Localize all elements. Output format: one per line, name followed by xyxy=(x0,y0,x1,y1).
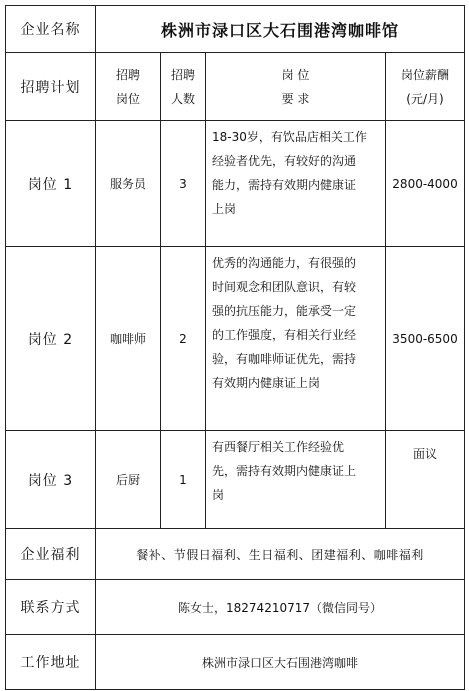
recruit-header-row xyxy=(6,53,465,121)
position-row-1 xyxy=(6,121,465,247)
header-requirements: 岗 位 要 求 xyxy=(206,53,386,121)
position-requirements: 有西餐厅相关工作经验优 先，需持有效期内健康证上 岗 xyxy=(206,431,386,529)
welfare-value: 餐补、节假日福利、生日福利、团建福利、咖啡福利 xyxy=(96,529,465,580)
address-label: 工作地址 xyxy=(6,635,96,690)
welfare-label: 企业福利 xyxy=(6,529,96,580)
position-salary: 2800-4000 xyxy=(386,121,465,247)
position-row-2 xyxy=(6,247,465,431)
position-label: 岗位 2 xyxy=(6,247,96,431)
header-position: 招聘 岗位 xyxy=(96,53,161,121)
recruitment-table xyxy=(5,5,465,690)
company-name: 株洲市渌口区大石围港湾咖啡馆 xyxy=(96,6,465,53)
recruit-label: 招聘计划 xyxy=(6,53,96,121)
header-count: 招聘 人数 xyxy=(161,53,206,121)
position-requirements: 18-30岁，有饮品店相关工作 经验者优先，有较好的沟通 能力，需持有效期内健康证 上岗 xyxy=(206,121,386,247)
position-count: 3 xyxy=(161,121,206,247)
position-salary: 3500-6500 xyxy=(386,247,465,431)
position-label: 岗位 1 xyxy=(6,121,96,247)
company-row xyxy=(6,6,465,53)
contact-value: 陈女士，18274210717（微信同号） xyxy=(96,580,465,635)
welfare-row xyxy=(6,529,465,580)
position-requirements: 优秀的沟通能力，有很强的 时间观念和团队意识，有较 强的抗压能力，能承受一定 的工作强度，有相关行业经 验，有咖啡师证优先，需持 有效期内健康证上岗 xyxy=(206,247,386,431)
address-row xyxy=(6,635,465,690)
contact-label: 联系方式 xyxy=(6,580,96,635)
position-label: 岗位 3 xyxy=(6,431,96,529)
position-count: 2 xyxy=(161,247,206,431)
position-count: 1 xyxy=(161,431,206,529)
position-title: 咖啡师 xyxy=(96,247,161,431)
position-row-3 xyxy=(6,431,465,529)
position-salary: 面议 xyxy=(386,431,465,529)
position-title: 服务员 xyxy=(96,121,161,247)
contact-row xyxy=(6,580,465,635)
position-title: 后厨 xyxy=(96,431,161,529)
company-label: 企业名称 xyxy=(6,6,96,53)
address-value: 株洲市渌口区大石围港湾咖啡 xyxy=(96,635,465,690)
header-salary: 岗位薪酬 (元/月) xyxy=(386,53,465,121)
